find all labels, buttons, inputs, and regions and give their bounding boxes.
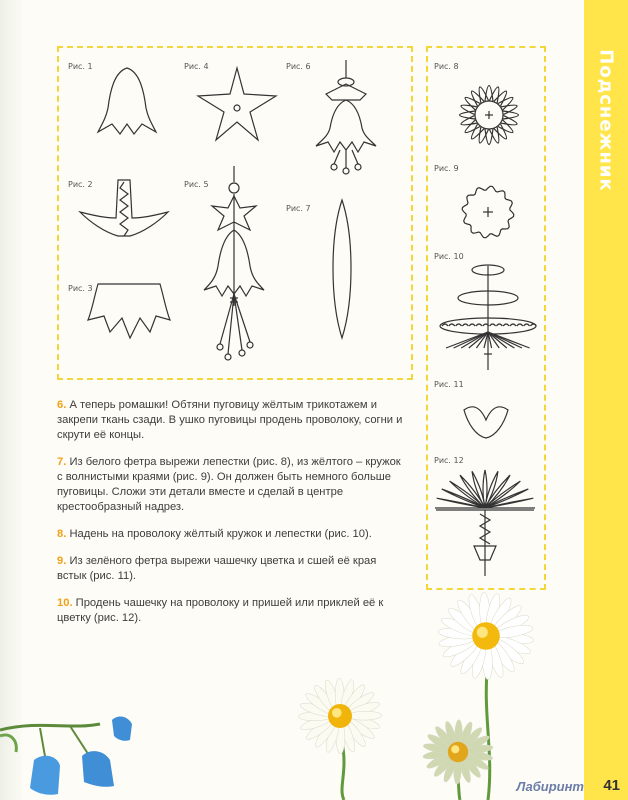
fig3-petal-cup-drawing — [84, 276, 174, 346]
step-text: Из зелёного фетра вырежи чашечку цветка и сшей её края встык (рис. 11). — [57, 555, 377, 582]
fig9-wavy-circle-drawing — [458, 182, 518, 242]
fig11-calyx-drawing — [458, 396, 514, 442]
step-9 — [57, 554, 407, 584]
fig7-label: Рис. 7 — [286, 204, 311, 213]
fig12-label: Рис. 12 — [434, 456, 464, 465]
step-text: Из белого фетра вырежи лепестки (рис. 8), из жёлтого – кружок с волнистыми краями (рис. 9). Он должен быть немного больше пуговицы. Сложи эти детали вместе и сделай в центре крестообразный надрез. — [57, 456, 401, 513]
fig5-assembled-flower-drawing — [196, 166, 272, 366]
fig3-label: Рис. 3 — [68, 284, 93, 293]
fig10-assembled-daisy-drawing — [436, 262, 540, 374]
fig7-leaf-drawing — [324, 196, 360, 342]
page-number: 41 — [603, 777, 620, 794]
fig12-finished-daisy-drawing — [432, 462, 538, 578]
fig8-label: Рис. 8 — [434, 62, 459, 71]
bluebell-photo — [0, 690, 150, 800]
step-7 — [57, 455, 407, 515]
step-text: А теперь ромашки! Обтяни пуговицу жёлтым трикотажем и закрепи ткань сзади. В ушко пуговицы продень проволоку, согни и скрути её концы. — [57, 399, 403, 441]
step-text: Надень на проволоку жёлтый кружок и лепестки (рис. 10). — [69, 528, 372, 540]
step-6 — [57, 398, 407, 443]
fig10-label: Рис. 10 — [434, 252, 464, 261]
fig2-label: Рис. 2 — [68, 180, 93, 189]
side-tab-label: Подснежник — [595, 48, 617, 192]
step-text: Продень чашечку на проволоку и пришей или приклей её к цветку (рис. 12). — [57, 597, 384, 624]
fig1-bell-petal-drawing — [92, 62, 162, 142]
daisy-flowers-photo — [292, 592, 542, 800]
step-number: 7. — [57, 456, 67, 468]
fig4-star-leaf-drawing — [192, 64, 282, 144]
fig2-stitched-petal-drawing — [74, 170, 174, 242]
side-tab-label-wrap — [590, 40, 622, 200]
fig8-daisy-petals-drawing — [444, 70, 534, 160]
step-8 — [57, 527, 407, 542]
publisher-watermark: Лабиринт — [516, 779, 584, 794]
fig6-label: Рис. 6 — [286, 62, 311, 71]
fig6-bell-flower-drawing — [306, 60, 386, 180]
fig11-label: Рис. 11 — [434, 380, 464, 389]
fig4-label: Рис. 4 — [184, 62, 209, 71]
fig9-label: Рис. 9 — [434, 164, 459, 173]
step-number: 9. — [57, 555, 67, 567]
step-number: 6. — [57, 399, 67, 411]
fig1-label: Рис. 1 — [68, 62, 93, 71]
fig5-label: Рис. 5 — [184, 180, 209, 189]
previous-page-edge — [0, 0, 22, 800]
step-number: 10. — [57, 597, 73, 609]
step-number: 8. — [57, 528, 67, 540]
section-side-tab — [584, 0, 628, 800]
